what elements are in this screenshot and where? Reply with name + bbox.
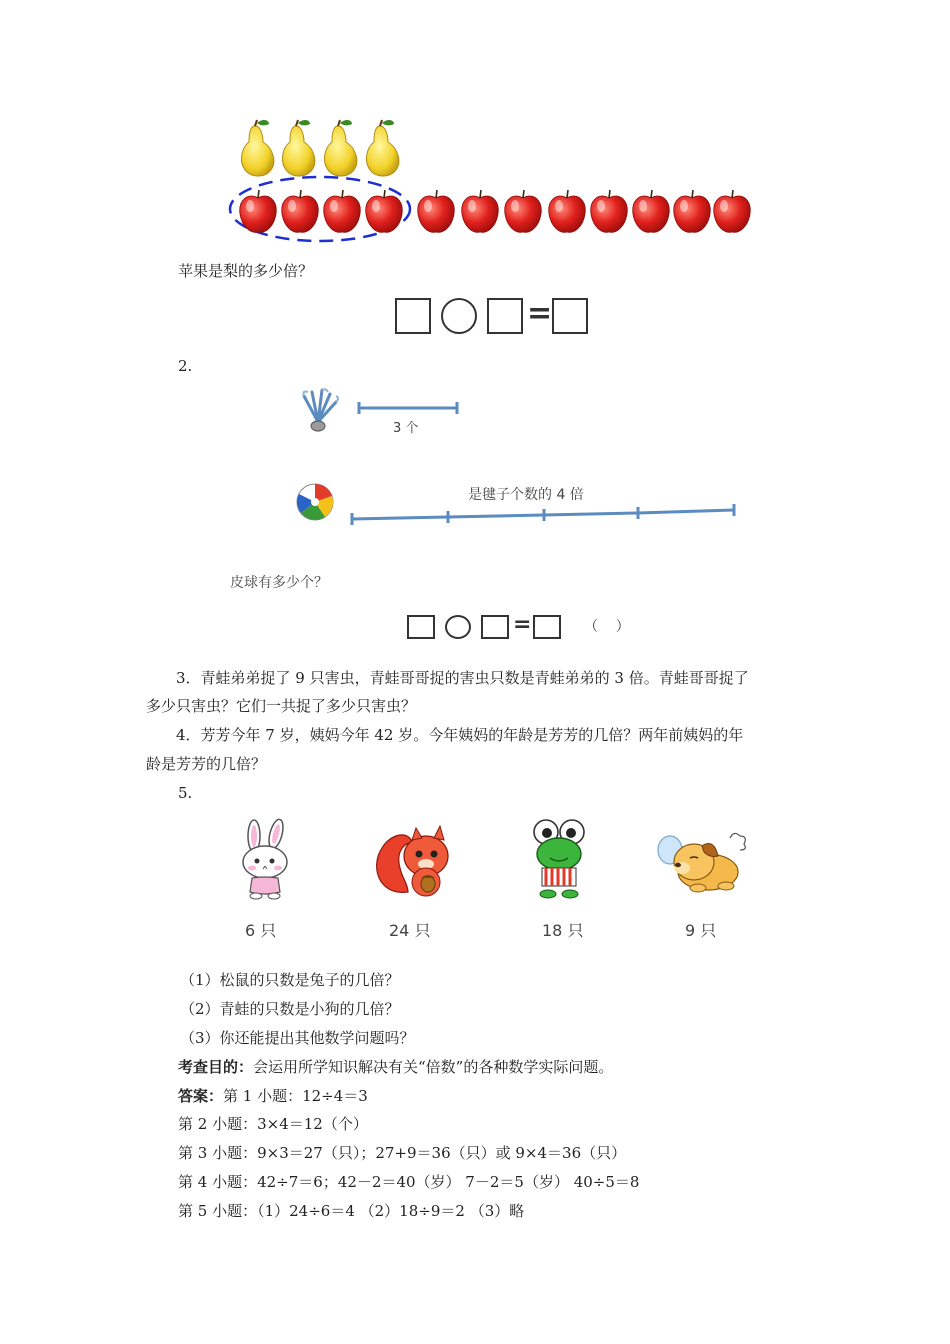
purpose-label: 考查目的： [178,1058,254,1076]
rabbit-count: 6 只 [245,921,277,940]
answer-box[interactable] [533,615,561,639]
ball-bar [348,502,740,528]
q5-number: 5. [178,784,193,802]
q3-line1: 3．青蛙弟弟捉了 9 只害虫，青蛙哥哥捉的害虫只数是青蛙弟弟的 3 倍。青蛙哥哥捉了 [176,669,749,687]
ball-count-label: 是毽子个数的 4 倍 [468,487,584,503]
shuttlecock-count-label: 3 个 [393,421,419,436]
q5-sub2: （2）青蛙的只数是小狗的几倍？ [180,1000,400,1018]
squirrel-count: 24 只 [389,921,431,940]
q5-sub3: （3）你还能提出其他数学问题吗？ [180,1029,415,1047]
answers-label: 答案： [178,1087,224,1105]
q4-line2: 龄是芳芳的几倍？ [146,755,267,773]
answer-box[interactable] [481,615,509,639]
frog-icon [530,818,588,900]
squirrel-icon [372,822,454,898]
answer-line-1 [178,1086,368,1106]
q2-number: 2. [178,357,193,375]
operator-circle[interactable] [445,615,471,639]
purpose-text: 会运用所学知识解决有关“倍数”的各种数学实际问题。 [253,1058,614,1076]
dog-count: 9 只 [685,921,717,940]
ball-icon [295,482,335,522]
answer-4: 第 4 小题：42÷7＝6；42－2＝40（岁） 7－2＝5（岁） 40÷5＝8 [178,1173,640,1191]
q1-question: 苹果是梨的多少倍？ [178,262,314,280]
answer-2: 第 2 小题：3×4＝12（个） [178,1115,368,1133]
unit-parentheses: （ ） [584,619,630,635]
q5-sub1: （1）松鼠的只数是兔子的几倍？ [180,971,400,989]
q4-line1: 4．芳芳今年 7 岁，姨妈今年 42 岁。今年姨妈的年龄是芳芳的几倍？两年前姨妈的年 [176,726,744,744]
dog-icon [654,828,750,896]
q2-question: 皮球有多少个？ [230,575,328,591]
answer-box[interactable] [407,615,435,639]
answer-box[interactable] [552,298,588,334]
answer-5: 第 5 小题：（1）24÷6＝4 （2）18÷9＝2 （3）略 [178,1202,525,1220]
shuttlecock-bar [355,398,465,418]
answer-box[interactable] [487,298,523,334]
frog-count: 18 只 [542,921,584,940]
operator-circle[interactable] [441,298,477,334]
fruit-illustration [225,115,755,250]
purpose-line [178,1057,613,1077]
equals-sign: = [527,296,553,331]
answer-box[interactable] [395,298,431,334]
answer-1: 第 1 小题：12÷4＝3 [223,1087,368,1105]
answer-3: 第 3 小题：9×3＝27（只）；27+9＝36（只）或 9×4＝36（只） [178,1144,627,1162]
shuttlecock-icon [298,388,340,434]
rabbit-icon [232,818,298,900]
q3-line2: 多少只害虫？它们一共捉了多少只害虫？ [146,697,417,715]
equals-sign: = [513,612,532,637]
